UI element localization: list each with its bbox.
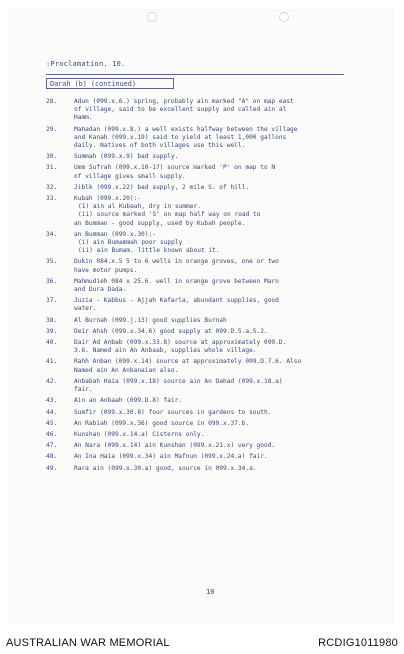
- entry-row: [46, 126, 346, 151]
- entry-line: (ii) source marked 'S' on map half way on road to: [78, 211, 261, 219]
- entries-list: [46, 98, 346, 476]
- entry-line: of village, said to be excellent supply and called ain al: [74, 106, 287, 114]
- entry-text: [74, 339, 346, 355]
- section-title: Darah (b) (continued): [46, 78, 174, 89]
- entry-row: [46, 442, 346, 450]
- entry-line: (1) ain al Kubaah, dry in summer.: [78, 203, 201, 211]
- entry-row: [46, 431, 346, 439]
- entry-number: 29.: [46, 125, 58, 133]
- punch-hole-left: [147, 12, 157, 22]
- entry-line: have motor pumps.: [74, 266, 138, 274]
- header-rule: [46, 74, 344, 75]
- entry-line: of village gives small supply.: [74, 172, 186, 180]
- entry-number: 44.: [46, 408, 58, 416]
- entry-line: (i) ain Bumammah poor supply: [78, 239, 183, 247]
- entry-line: an Bumman (099.x.30):-: [74, 230, 156, 238]
- page-number: 10: [206, 588, 215, 596]
- entry-text: [74, 358, 346, 374]
- entry-line: Juzia - Kabbus - Ajjah Kafarla, abundant supplies, good: [74, 297, 279, 305]
- entry-text: [74, 231, 346, 256]
- entry-text: [74, 195, 346, 228]
- entry-number: 30.: [46, 153, 58, 161]
- entry-line: Jiblk (099.x.22) bad supply, 2 mile S. of hill.: [74, 183, 250, 191]
- entry-line: Adun (099.x.6.) spring, probably ain marked "A" on map east: [74, 98, 294, 105]
- entry-number: 41.: [46, 358, 58, 366]
- entry-number: 36.: [46, 277, 58, 285]
- entry-row: [46, 420, 346, 428]
- entry-row: [46, 164, 346, 180]
- entry-line: and Dura Dada.: [74, 286, 127, 294]
- entry-text: [74, 409, 346, 417]
- entry-text: [74, 317, 346, 325]
- entry-text: [74, 126, 346, 151]
- entry-text: [74, 453, 346, 461]
- entry-number: 31.: [46, 164, 58, 172]
- entry-line: Dair Ad Anbab (099.x.33.8) source at approximately 099.D.: [74, 339, 287, 347]
- entry-line: Kunshan (099.x.14.a) Cisterns only.: [74, 430, 205, 438]
- entry-text: [74, 164, 346, 180]
- entry-row: [46, 465, 346, 473]
- entry-number: 42.: [46, 377, 58, 385]
- entry-line: An Rabiah (099.x.36) good source in 099.x.37.b.: [74, 419, 250, 427]
- entry-number: 38.: [46, 316, 58, 324]
- entry-row: [46, 409, 346, 417]
- entry-line: 3.6. Named ain An Anbaab, supplies whole village.: [74, 347, 257, 355]
- entry-line: Sumfir (099.x.30.8) four sources in gardens to south.: [74, 408, 272, 416]
- entry-row: [46, 258, 346, 274]
- document-header: :Proclamation. 10.: [46, 60, 126, 68]
- entry-line: and Kanah (099.x.19) said to yield at least 1,000 gallons: [74, 133, 287, 141]
- entry-line: Mahadan (099.x.8.) a well exists halfway between the village: [74, 125, 298, 133]
- entry-row: [46, 397, 346, 405]
- entry-text: [74, 258, 346, 274]
- entry-text: [74, 278, 346, 294]
- entry-row: [46, 98, 346, 123]
- entry-row: [46, 153, 346, 161]
- entry-text: [74, 184, 346, 192]
- entry-line: Dukin 084.x.5 5 to 6 wells in orange groves, one or two: [74, 258, 279, 266]
- entry-number: 28.: [46, 98, 58, 105]
- entry-text: [74, 465, 346, 473]
- entry-number: 46.: [46, 430, 58, 438]
- punch-hole-right: [279, 12, 289, 22]
- entry-line: Hamm.: [74, 114, 93, 122]
- entry-line: An Nara (099.x.14) ain Kunshan (099.x.21.x) very good.: [74, 442, 276, 450]
- entry-number: 45.: [46, 419, 58, 427]
- entry-row: [46, 278, 346, 294]
- entry-line: An Ina Haia (099.x.34) ain Mafnun (099.x.24.a) fair.: [74, 453, 268, 461]
- entry-line: Deir Ahsh (099.x.34.6) good supply at 099.D.5.a.5.2.: [74, 327, 268, 335]
- entry-line: water.: [74, 305, 97, 313]
- entry-number: 32.: [46, 183, 58, 191]
- entry-row: [46, 231, 346, 256]
- entry-text: [74, 420, 346, 428]
- footer-reference-id: RCDIG1011980: [318, 637, 398, 649]
- entry-line: Anbabah Haia (099.x.18) source ain An Dahad (099.x.18.a): [74, 377, 283, 385]
- entry-number: 39.: [46, 327, 58, 335]
- entry-row: [46, 317, 346, 325]
- entry-row: [46, 297, 346, 313]
- entry-line: fair.: [74, 386, 93, 394]
- entry-row: [46, 339, 346, 355]
- entry-text: [74, 98, 346, 123]
- entry-line: Ain an Anbaah (099.D.8) fair.: [74, 397, 183, 405]
- entry-line: Al Burnah (099.j.13) good supplies Burnah: [74, 316, 227, 324]
- entry-number: 48.: [46, 453, 58, 461]
- entry-number: 47.: [46, 442, 58, 450]
- entry-row: [46, 195, 346, 228]
- entry-line: Rahh Anban (099.x.14) source at approximately 099.D.7.6. Also: [74, 358, 302, 366]
- entry-text: [74, 297, 346, 313]
- entry-line: an Bumman - good supply, used by Kubah people.: [74, 219, 246, 227]
- entry-text: [74, 378, 346, 394]
- entry-row: [46, 358, 346, 374]
- entry-line: (ii) ain Bumam. little known about it.: [78, 247, 220, 255]
- entry-text: [74, 442, 346, 450]
- entry-text: [74, 431, 346, 439]
- entry-number: 34.: [46, 230, 58, 238]
- entry-row: [46, 328, 346, 336]
- entry-line: Rara ain (099.x.30.a) good, source in 099.x.34.a.: [74, 464, 257, 472]
- entry-number: 37.: [46, 297, 58, 305]
- entry-number: 35.: [46, 258, 58, 266]
- entry-line: daily. Natives of both villages use this well.: [74, 142, 246, 150]
- entry-line: Named ain An Anbanaian also.: [74, 366, 179, 374]
- entry-text: [74, 397, 346, 405]
- entry-row: [46, 184, 346, 192]
- entry-line: Mahmudieh 084 x 25.6. well in orange grove between Maro: [74, 277, 279, 285]
- entry-number: 43.: [46, 397, 58, 405]
- footer-institution: AUSTRALIAN WAR MEMORIAL: [6, 637, 170, 649]
- entry-number: 33.: [46, 195, 58, 203]
- archive-footer: [0, 630, 404, 654]
- entry-line: Kubah (099.x.20):-: [74, 195, 142, 203]
- entry-row: [46, 453, 346, 461]
- entry-text: [74, 153, 346, 161]
- entry-number: 40.: [46, 339, 58, 347]
- entry-row: [46, 378, 346, 394]
- entry-number: 49.: [46, 464, 58, 472]
- entry-text: [74, 328, 346, 336]
- document-page: [10, 10, 393, 622]
- entry-line: Umm Sufrah (099.x.10-17) source marked 'P' on map to N: [74, 164, 276, 172]
- entry-line: Summah (099.x.9) bad supply.: [74, 153, 179, 161]
